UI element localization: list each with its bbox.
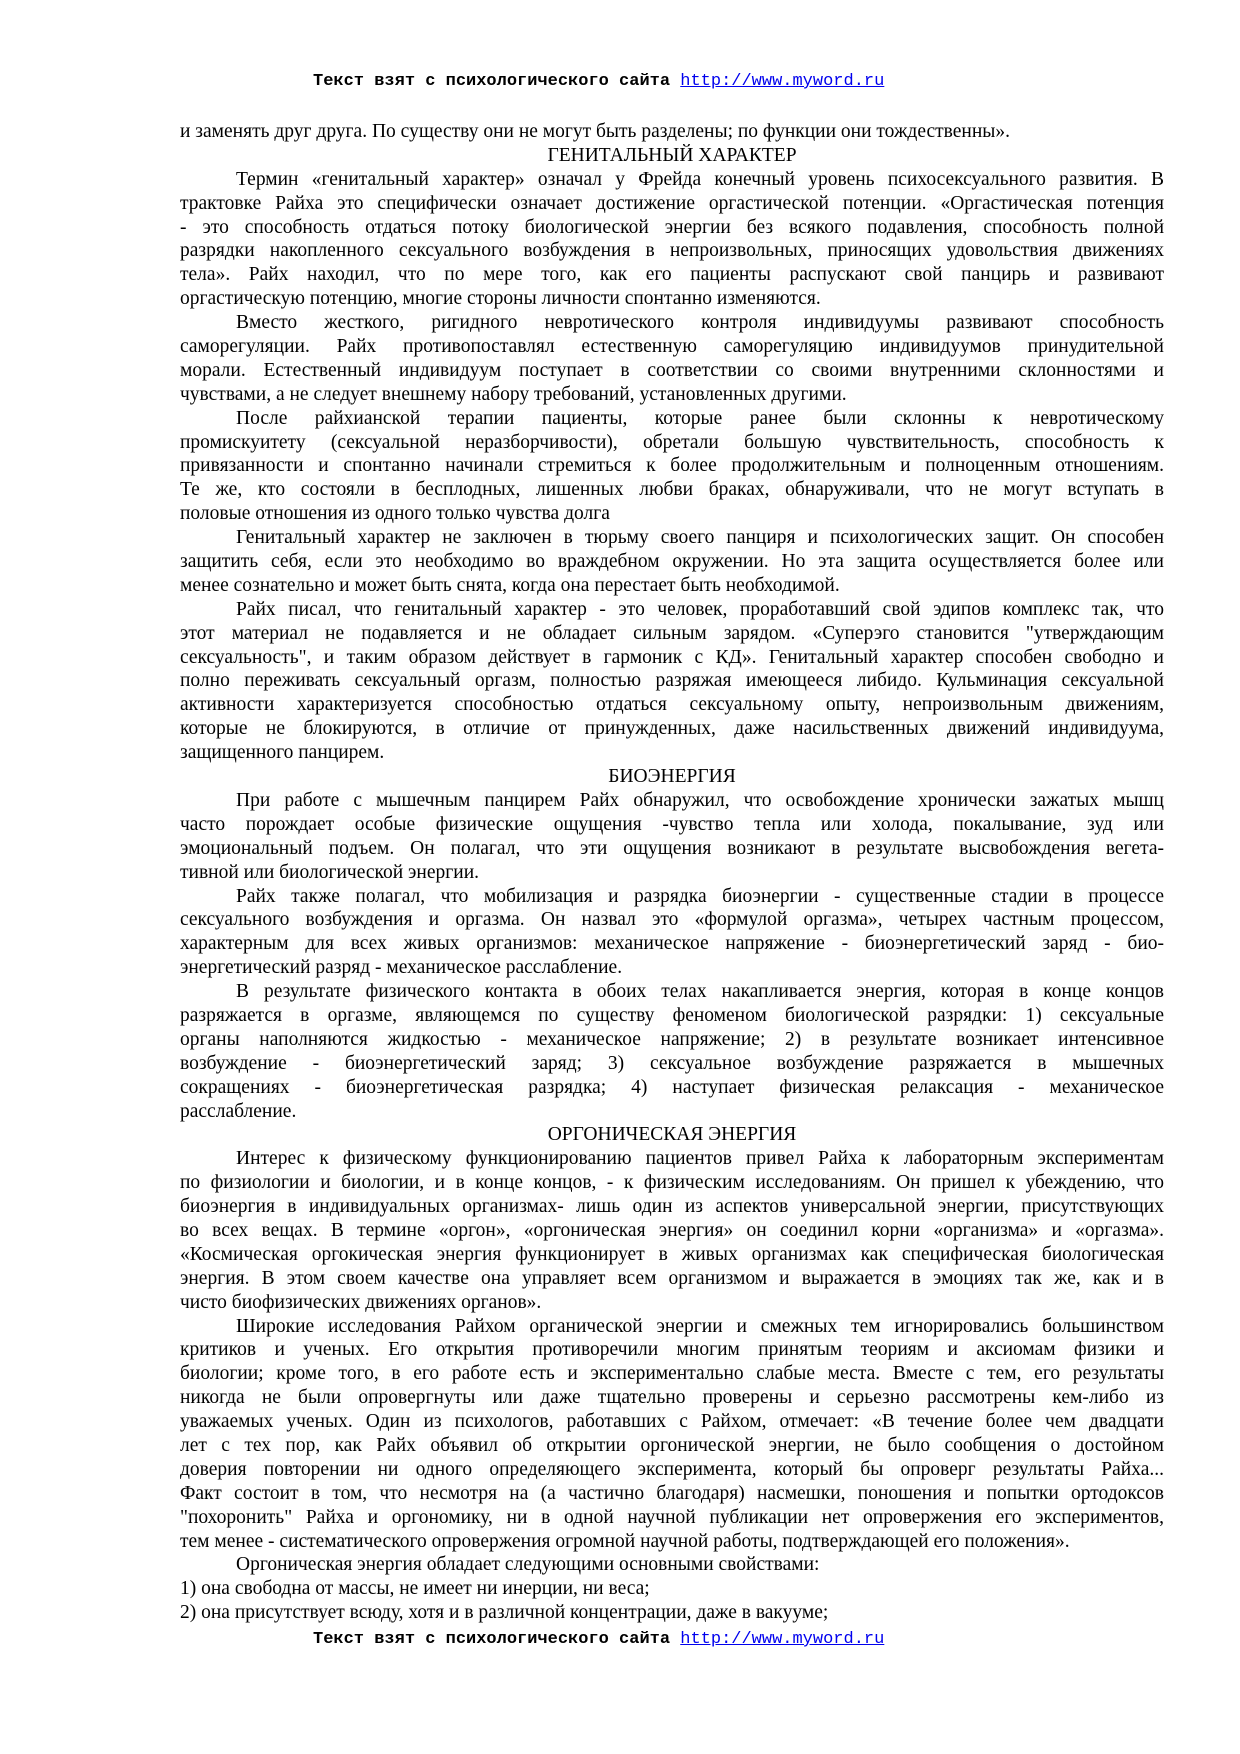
paragraph bbox=[180, 120, 1164, 144]
text-line: чисто биофизических движениях органов». bbox=[180, 1291, 542, 1313]
text-line: Вместо жесткого, ригидного невротического контроля индивидуумы развивают способность bbox=[236, 312, 1164, 334]
text-line: Райх писал, что генитальный характер - это человек, проработавший свой эдипов комплекс так, что bbox=[236, 598, 1164, 620]
paragraph bbox=[180, 407, 1164, 526]
text-line: привязанности и спонтанно начинали стремиться к более продолжительным и полноценным отношениям. bbox=[180, 455, 1164, 477]
paragraph bbox=[180, 1147, 1164, 1314]
footer-text: Текст взят с психологического сайта bbox=[313, 1630, 671, 1649]
paragraph bbox=[180, 1553, 1164, 1577]
footer-link[interactable]: http://www.myword.ru bbox=[680, 1630, 885, 1649]
text-line: биоэнергия в индивидуальных организмах- лишь один из аспектов универсальной энергии, присутствующих bbox=[180, 1196, 1164, 1218]
text-line: возбуждение - биоэнергетический заряд; 3) сексуальное возбуждение разряжается в мышечных bbox=[180, 1052, 1164, 1074]
text-line: Генитальный характер не заключен в тюрьму своего панциря и психологических защит. Он способен bbox=[236, 527, 1164, 549]
text-line: тивной или биологической энергии. bbox=[180, 861, 480, 883]
text-line: "похоронить" Райха и оргономику, ни в одной научной публикации нет опровержения его экспериментов, bbox=[180, 1506, 1164, 1528]
text-line: промискуитету (сексуальной неразборчивости), обретали большую чувствительность, способность к bbox=[180, 431, 1164, 453]
text-line: биологии; кроме того, в его работе есть и экспериментально слабые места. Вместе с тем, его результаты bbox=[180, 1363, 1164, 1385]
text-line: расслабление. bbox=[180, 1100, 297, 1122]
text-line: уважаемых ученых. Один из психологов, работавших с Райхом, отмечает: «В течение более чем двадцати bbox=[180, 1411, 1164, 1433]
text-line: «Космическая оргокическая энергия функционирует в живых организмах как специфическая биологическая bbox=[180, 1243, 1164, 1265]
text-line: оргастическую потенцию, многие стороны личности спонтанно изменяются. bbox=[180, 288, 821, 310]
text-line: трактовке Райха это специфически означает достижение оргастической потенции. «Оргастическая потенция bbox=[180, 192, 1164, 214]
paragraph bbox=[180, 789, 1164, 885]
text-line: Термин «генитальный характер» означал у Фрейда конечный уровень психосексуального развития. В bbox=[236, 168, 1164, 190]
text-line: 2) она присутствует всюду, хотя и в различной концентрации, даже в вакууме; bbox=[180, 1602, 829, 1624]
text-line: этот материал не подавляется и не обладает сильным зарядом. «Суперэго становится "утверждающим bbox=[180, 622, 1164, 644]
text-line: Те же, кто состояли в бесплодных, лишенных любви браках, обнаруживали, что не могут вступать в bbox=[180, 479, 1164, 501]
text-line: во всех вещах. В термине «оргон», «оргоническая энергия» он соединил корни «организма» и «оргазма». bbox=[180, 1219, 1164, 1241]
text-line: Факт состоит в том, что несмотря на (а частично благодаря) насмешки, поношения и попытки ортодоксов bbox=[180, 1482, 1164, 1504]
text-line: - это способность отдаться потоку биологической энергии без всякого подавления, способность полной bbox=[180, 216, 1164, 238]
section-heading: БИОЭНЕРГИЯ bbox=[608, 766, 736, 788]
paragraph bbox=[180, 526, 1164, 598]
text-line: эмоциональный подъем. Он полагал, что эти ощущения возникают в результате высвобождения вегета- bbox=[180, 837, 1164, 859]
text-line: При работе с мышечным панцирем Райх обнаружил, что освобождение хронически зажатых мышц bbox=[236, 789, 1164, 811]
text-line: полно переживать сексуальный оргазм, полностью разряжая имеющееся либидо. Кульминация сексуальной bbox=[180, 670, 1164, 692]
text-line: защищенного панцирем. bbox=[180, 742, 385, 764]
text-line: и заменять друг друга. По существу они не могут быть разделены; по функции они тождественны». bbox=[180, 121, 1011, 142]
paragraph bbox=[180, 885, 1164, 981]
text-line: чувствами, а не следует внешнему набору требований, установленных другими. bbox=[180, 383, 847, 405]
text-line: защитить себя, если это необходимо во враждебном окружении. Но эта защита осуществляется более или bbox=[180, 551, 1164, 573]
text-line: разрядки накопленного сексуального возбуждения в непроизвольных, приносящих удовольствия движениях bbox=[180, 240, 1164, 262]
text-line: энергетический разряд - механическое расслабление. bbox=[180, 957, 623, 979]
text-line: половые отношения из одного только чувства долга bbox=[180, 503, 610, 525]
document-body bbox=[180, 120, 1164, 1625]
paragraph bbox=[180, 1315, 1164, 1554]
text-line: сексуального возбуждения и оргазма. Он назвал это «формулой оргазма», четырех частным процессом, bbox=[180, 909, 1164, 931]
text-line: активности характеризуется способностью отдаться сексуальному опыту, непроизвольным движениям, bbox=[180, 694, 1164, 716]
text-line: В результате физического контакта в обоих телах накапливается энергия, которая в конце концов bbox=[236, 981, 1164, 1003]
text-line: саморегуляции. Райх противопоставлял естественную саморегуляцию индивидуумов принудительной bbox=[180, 336, 1164, 358]
paragraph bbox=[180, 1601, 1164, 1625]
text-line: морали. Естественный индивидуум поступает в соответствии со своими внутренними склонностями и bbox=[180, 359, 1164, 381]
text-line: Интерес к физическому функционированию пациентов привел Райха к лабораторным экспериментам bbox=[236, 1148, 1164, 1170]
text-line: Райх также полагал, что мобилизация и разрядка биоэнергии - существенные стадии в процессе bbox=[236, 885, 1164, 907]
text-line: тела». Райх находил, что по мере того, как его пациенты распускают свой панцирь и развивают bbox=[180, 264, 1164, 286]
section-heading: ОРГОНИЧЕСКАЯ ЭНЕРГИЯ bbox=[547, 1124, 797, 1146]
text-line: по физиологии и биологии, и в конце концов, - к физическим исследованиям. Он пришел к убеждению, что bbox=[180, 1172, 1164, 1194]
text-line: сексуальность", и таким образом действует в гармоник с КД». Генитальный характер способен свободно и bbox=[180, 646, 1164, 668]
text-line: сокращениях - биоэнергетическая разрядка; 4) наступает физическая релаксация - механическое bbox=[180, 1076, 1164, 1098]
page-footer bbox=[313, 1630, 884, 1649]
text-line: Оргоническая энергия обладает следующими основными свойствами: bbox=[236, 1554, 820, 1576]
text-line: часто порождает особые физические ощущения -чувство тепла или холода, покалывание, зуд или bbox=[180, 813, 1164, 835]
text-line: никогда не были опровергнуты или даже тщательно проверены и серьезно рассмотрены кем-либо из bbox=[180, 1387, 1164, 1409]
text-line: энергия. В этом своем качестве она управляет всем организмом и выражается в эмоциях так же, как и в bbox=[180, 1267, 1164, 1289]
text-line: которые не блокируются, в отличие от принужденных, даже насильственных движений индивидуума, bbox=[180, 718, 1164, 740]
header-text: Текст взят с психологического сайта bbox=[313, 72, 671, 91]
page-header bbox=[313, 72, 884, 91]
text-line: органы наполняются жидкостью - механическое напряжение; 2) в результате возникает интенсивное bbox=[180, 1028, 1164, 1050]
paragraph bbox=[180, 1577, 1164, 1601]
text-line: критиков и ученых. Его открытия противоречили многим принятым теориям и аксиомам физики и bbox=[180, 1339, 1164, 1361]
text-line: лет с тех пор, как Райх объявил об открытии оргонической энергии, не было сообщения о достойном bbox=[180, 1434, 1164, 1456]
text-line: разряжается в оргазме, являющемся по существу феноменом биологической разрядки: 1) сексуальные bbox=[180, 1004, 1164, 1026]
section-heading: ГЕНИТАЛЬНЫЙ ХАРАКТЕР bbox=[547, 144, 797, 166]
text-line: После райхианской терапии пациенты, которые ранее были склонны к невротическому bbox=[236, 407, 1164, 429]
text-line: 1) она свободна от массы, не имеет ни инерции, ни веса; bbox=[180, 1578, 650, 1600]
paragraph bbox=[180, 168, 1164, 311]
text-line: Широкие исследования Райхом органической энергии и смежных тем игнорировались большинством bbox=[236, 1315, 1164, 1337]
paragraph bbox=[180, 980, 1164, 1123]
header-link[interactable]: http://www.myword.ru bbox=[680, 72, 885, 91]
text-line: тем менее - систематического опровержения огромной научной работы, подтверждающей его положения». bbox=[180, 1530, 1070, 1552]
paragraph bbox=[180, 598, 1164, 765]
text-line: доверия повторении ни одного определяющего эксперимента, который бы опроверг результаты Райха... bbox=[180, 1458, 1164, 1480]
paragraph bbox=[180, 311, 1164, 407]
text-line: характерным для всех живых организмов: механическое напряжение - биоэнергетический заряд - био- bbox=[180, 933, 1164, 955]
text-line: менее сознательно и может быть снята, когда она перестает быть необходимой. bbox=[180, 574, 840, 596]
